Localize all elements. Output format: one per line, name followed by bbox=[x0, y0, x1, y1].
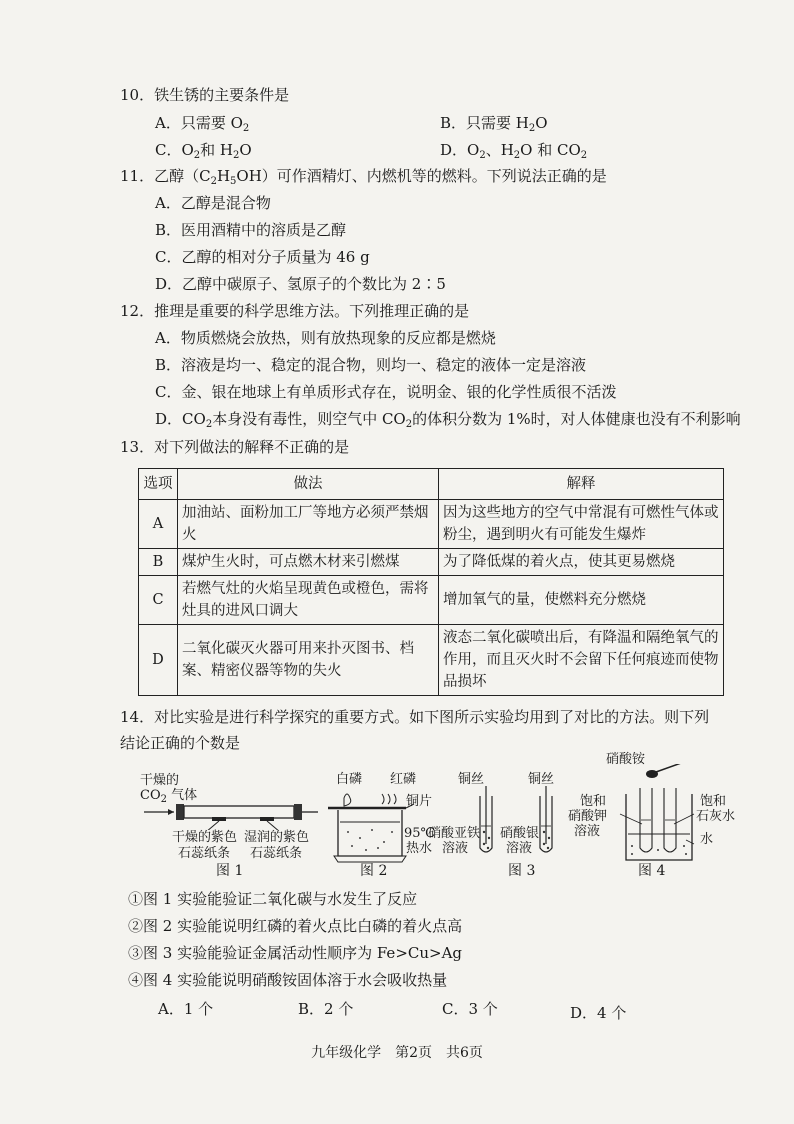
fig3-silver-nitrate-label: 硝酸银 bbox=[500, 826, 540, 841]
fig3-ferrous-nitrate-label: 硝酸亚铁 bbox=[428, 826, 481, 841]
fig3-solution-label-2: 溶液 bbox=[506, 841, 533, 856]
q14-statement-4: ④图 4 实验能说明硝酸铵固体溶于水会吸收热量 bbox=[128, 971, 448, 989]
fig2-caption: 图 2 bbox=[360, 863, 388, 879]
q14-stem-line2: 结论正确的个数是 bbox=[120, 734, 241, 752]
q10-option-c[interactable]: C．$O_2$和 $H_2O$ bbox=[155, 141, 252, 161]
q12-stem: 12．推理是重要的科学思维方法。下列推理正确的是 bbox=[120, 302, 470, 320]
q12-option-a[interactable]: A．物质燃烧会放热，则有放热现象的反应都是燃烧 bbox=[155, 329, 496, 347]
row-method: 加油站、面粉加工厂等地方必须严禁烟火 bbox=[178, 500, 439, 549]
row-option: C bbox=[139, 576, 178, 625]
fig4-limewater-label: 石灰水 bbox=[696, 809, 736, 824]
table-header-option: 选项 bbox=[139, 469, 178, 500]
q11-option-a[interactable]: A．乙醇是混合物 bbox=[155, 194, 271, 212]
row-reason: 液态二氧化碳喷出后，有降温和隔绝氧气的作用，而且灭火时不会留下任何痕迹而使物品损坏 bbox=[439, 625, 724, 696]
row-reason: 增加氧气的量，使燃料充分燃烧 bbox=[439, 576, 724, 625]
row-method: 二氧化碳灭火器可用来扑灭图书、档案、精密仪器等物的失火 bbox=[178, 625, 439, 696]
row-reason: 因为这些地方的空气中常混有可燃性气体或粉尘，遇到明火有可能发生爆炸 bbox=[439, 500, 724, 549]
q11-option-d[interactable]: D．乙醇中碳原子、氢原子的个数比为 2∶5 bbox=[155, 275, 446, 293]
fig3-copper-wire-label-1: 铜丝 bbox=[458, 772, 485, 787]
q14-option-d[interactable]: D．4 个 bbox=[570, 1004, 627, 1022]
figure-1 bbox=[140, 770, 320, 880]
fig1-litmus-label-1: 石蕊纸条 bbox=[178, 846, 231, 861]
q14-option-a[interactable]: A．1 个 bbox=[158, 1000, 214, 1018]
q14-option-b[interactable]: B．2 个 bbox=[298, 1000, 354, 1018]
fig3-copper-wire-label-2: 铜丝 bbox=[528, 772, 555, 787]
q11-option-c[interactable]: C．乙醇的相对分子质量为 46 g bbox=[155, 248, 370, 266]
fig4-caption: 图 4 bbox=[638, 863, 666, 879]
q12-option-c[interactable]: C．金、银在地球上有单质形式存在，说明金、银的化学性质很不活泼 bbox=[155, 383, 617, 401]
row-method: 煤炉生火时，可点燃木材来引燃煤 bbox=[178, 549, 439, 576]
fig2-hot-water-label: 热水 bbox=[406, 841, 433, 856]
fig4-saturated-label-1: 饱和 bbox=[580, 794, 607, 809]
fig4-water-label: 水 bbox=[700, 832, 714, 847]
q13-stem: 13．对下列做法的解释不正确的是 bbox=[120, 438, 350, 456]
q10-option-d[interactable]: D．$O_2$、$H_2O$ 和 $CO_2$ bbox=[440, 141, 588, 161]
row-method: 若燃气灶的火焰呈现黄色或橙色，需将灶具的进风口调大 bbox=[178, 576, 439, 625]
fig1-wet-paper-label: 湿润的紫色 bbox=[244, 830, 310, 845]
table-row bbox=[139, 576, 724, 625]
figure-4 bbox=[560, 752, 736, 880]
table-header-method: 做法 bbox=[178, 469, 439, 500]
fig4-potassium-nitrate-label: 硝酸钾 bbox=[568, 809, 608, 824]
q10-stem: 10．铁生锈的主要条件是 bbox=[120, 86, 290, 104]
table-row bbox=[139, 500, 724, 549]
fig1-dry-gas-label: 干燥的 bbox=[140, 773, 180, 788]
fig2-copper-sheet-label: 铜片 bbox=[406, 794, 433, 809]
fig2-white-phosphorus-label: 白磷 bbox=[336, 772, 363, 787]
q12-option-b[interactable]: B．溶液是均一、稳定的混合物，则均一、稳定的液体一定是溶液 bbox=[155, 356, 587, 374]
q12-option-d[interactable]: D．$CO_2$本身没有毒性，则空气中 $CO_2$的体积分数为 1%时，对人体健康也没有不利影响 bbox=[155, 410, 741, 430]
fig2-red-phosphorus-label: 红磷 bbox=[390, 772, 417, 787]
q11-option-b[interactable]: B．医用酒精中的溶质是乙醇 bbox=[155, 221, 347, 239]
fig3-solution-label-1: 溶液 bbox=[442, 841, 469, 856]
q11-stem: 11．乙醇$(C_2H_5OH)$可作酒精灯、内燃机等的燃料。下列说法正确的是 bbox=[120, 167, 607, 187]
q14-statement-3: ③图 3 实验能验证金属活动性顺序为 Fe>Cu>Ag bbox=[128, 944, 463, 962]
fig4-ammonium-nitrate-label: 硝酸铵 bbox=[606, 752, 646, 767]
page-footer: 九年级化学 第2页 共6页 bbox=[311, 1045, 483, 1061]
table-row bbox=[139, 625, 724, 696]
q14-statement-1: ①图 1 实验能验证二氧化碳与水发生了反应 bbox=[128, 890, 418, 908]
row-option: B bbox=[139, 549, 178, 576]
fig1-litmus-label-2: 石蕊纸条 bbox=[250, 846, 303, 861]
fig1-co2-label: $CO_2$ 气体 bbox=[140, 788, 198, 805]
fig2-temperature-label: 95℃ bbox=[404, 826, 436, 841]
row-option: A bbox=[139, 500, 178, 549]
figure-2 bbox=[322, 770, 436, 880]
q14-stem-line1: 14．对比实验是进行科学探究的重要方式。如下图所示实验均用到了对比的方法。则下列 bbox=[120, 708, 710, 726]
q13-table bbox=[138, 468, 724, 696]
figure-3 bbox=[428, 770, 578, 880]
row-option: D bbox=[139, 625, 178, 696]
fig4-saturated-label-2: 饱和 bbox=[700, 794, 727, 809]
fig1-caption: 图 1 bbox=[216, 863, 244, 879]
fig4-solution-label: 溶液 bbox=[574, 824, 601, 839]
table-header-reason: 解释 bbox=[439, 469, 724, 500]
fig1-dry-paper-label: 干燥的紫色 bbox=[172, 830, 238, 845]
q10-option-b[interactable]: B．只需要 $H_2O$ bbox=[440, 114, 548, 134]
row-reason: 为了降低煤的着火点，使其更易燃烧 bbox=[439, 549, 724, 576]
fig1-tube-diagram bbox=[140, 800, 320, 830]
q14-statement-2: ②图 2 实验能说明红磷的着火点比白磷的着火点高 bbox=[128, 917, 463, 935]
table-row bbox=[139, 549, 724, 576]
q14-option-c[interactable]: C．3 个 bbox=[442, 1000, 498, 1018]
q10-option-a[interactable]: A．只需要 $O_2$ bbox=[155, 114, 250, 134]
fig3-caption: 图 3 bbox=[508, 863, 536, 879]
